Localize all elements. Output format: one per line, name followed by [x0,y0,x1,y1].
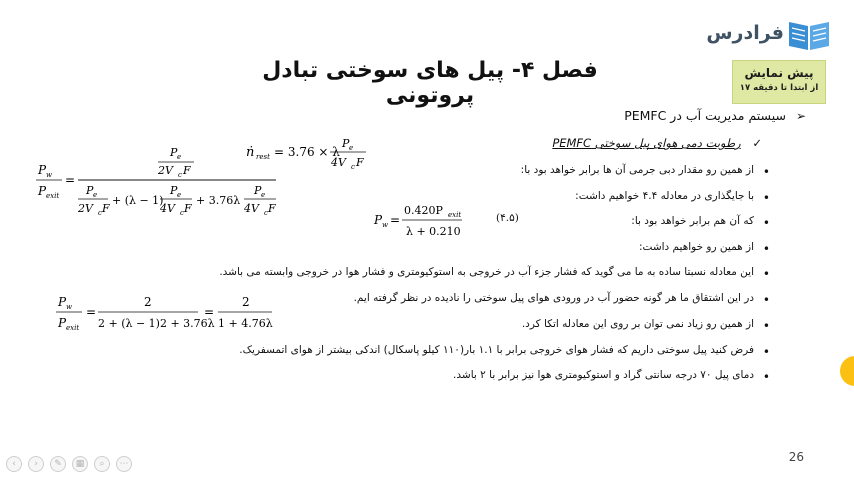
list-item-text: با جایگذاری در معادله ۴.۴ خواهیم داشت: [575,190,754,202]
svg-text:4V: 4V [331,156,346,169]
slideshow-controls [6,456,132,472]
svg-text:rest: rest [256,153,270,161]
svg-text:e: e [261,191,266,199]
previous-icon[interactable]: ‹ [6,456,22,472]
bullet-dot: • [762,267,770,281]
svg-text:c: c [178,171,182,179]
svg-text:exit: exit [66,324,80,332]
svg-text:=: = [86,305,97,319]
svg-text:exit: exit [448,211,462,219]
checkmark-icon: ✓ [752,136,762,150]
preview-subtitle: از ابتدا تا دقیقه ۱۷ [739,83,819,93]
svg-text:=: = [204,305,215,319]
bullet-dot: • [762,165,770,179]
bullet-dot: • [762,370,770,384]
svg-text:0.420P: 0.420P [404,204,443,217]
list-item [219,266,770,281]
svg-text:c: c [264,209,268,217]
svg-text:P: P [374,213,383,227]
svg-text:c: c [98,209,102,217]
svg-text:F: F [183,164,191,177]
equation-number: (۴.۵) [496,212,519,224]
list-item [239,344,770,359]
equation-pw-ratio [32,142,282,222]
sub-heading-text: رطوبت دمی هوای پیل سوختی PEMFC [552,136,741,150]
svg-text:2V: 2V [158,164,173,177]
list-item-text: که آن هم برابر خواهد بود با: [631,215,754,227]
svg-text:e: e [93,191,98,199]
svg-text:e: e [177,153,182,161]
svg-text:+ 3.76λ: + 3.76λ [196,194,241,207]
list-item-text: از همین رو مقدار دبی جرمی آن ها برابر خواهد بود با: [520,164,754,176]
side-handle[interactable] [840,356,854,386]
svg-text:= 3.76 × λ: = 3.76 × λ [274,145,340,159]
svg-text:2: 2 [242,295,250,309]
svg-text:e: e [177,191,182,199]
svg-text:λ + 0.210: λ + 0.210 [406,225,461,238]
svg-text:w: w [66,303,72,311]
bullet-dot: • [762,242,770,256]
svg-text:=: = [65,173,76,187]
svg-text:F: F [268,202,276,215]
list-item-text: فرض کنید پیل سوختی داریم که فشار هوای خروجی برابر با ۱.۱ بار(۱۱۰ کیلو پاسکال) اندکی بیشتر از هوای اتمسفریک. [239,344,754,356]
svg-text:e: e [349,144,354,152]
bullet-dot: • [762,191,770,205]
list-item-text: در این اشتقاق ما هر گونه حضور آب در ورودی هوای پیل سوختی را نادیده در نظر گرفته ایم. [353,292,754,304]
list-item [575,190,770,205]
faradars-logo [706,16,832,56]
svg-text:ṅ: ṅ [246,145,255,160]
list-item [353,292,770,307]
bullet-dot: • [762,216,770,230]
list-item [521,318,770,333]
more-icon[interactable]: ⋯ [116,456,132,472]
svg-text:w: w [382,221,388,229]
svg-text:P: P [254,184,262,197]
svg-text:=: = [390,213,401,227]
main-bullet-text: سیستم مدیریت آب در PEMFC [624,108,786,123]
equation-4-5 [370,198,480,242]
preview-badge [732,60,826,104]
preview-title: پیش نمایش [744,66,814,80]
list-item-text: دمای پیل ۷۰ درجه سانتی گراد و استوکیومتری هوا نیز برابر با ۲ باشد. [453,369,754,381]
svg-text:P: P [86,184,94,197]
arrow-bullet-icon: ➢ [795,109,806,123]
svg-text:w: w [46,171,52,179]
slides-icon[interactable]: ▦ [72,456,88,472]
svg-text:+ (λ − 1): + (λ − 1) [112,194,164,207]
logo-text: فرادرس [706,22,784,44]
slide-title: فصل ۴- پیل های سوختی تبادل پروتونی [262,58,598,108]
svg-text:P: P [58,295,67,309]
main-bullet [624,108,806,123]
svg-text:F: F [356,156,364,169]
list-item [520,164,770,179]
svg-text:exit: exit [46,192,60,200]
svg-text:F: F [184,202,192,215]
list-item-text: از همین رو زیاد نمی توان بر روی این معادله اتکا کرد. [521,318,754,330]
list-item [638,241,770,256]
svg-text:F: F [102,202,110,215]
list-item [631,215,770,230]
sub-heading [552,136,762,150]
svg-text:4V: 4V [244,202,259,215]
svg-text:2: 2 [144,295,152,309]
svg-text:1 + 4.76λ: 1 + 4.76λ [218,317,273,330]
svg-text:P: P [170,146,178,159]
svg-text:c: c [180,209,184,217]
svg-text:P: P [342,137,350,150]
list-item-text: از همین رو خواهیم داشت: [638,241,754,253]
zoom-icon[interactable]: ⌕ [94,456,110,472]
book-icon [786,16,832,52]
svg-text:2 + (λ − 1)2 + 3.76λ: 2 + (λ − 1)2 + 3.76λ [98,317,215,330]
svg-text:P: P [58,316,67,330]
next-icon[interactable]: › [28,456,44,472]
list-item [453,369,770,384]
svg-text:2V: 2V [78,202,93,215]
list-item-text: این معادله نسبتا ساده به ما می گوید که فشار جزء آب در خروجی به استوکیومتری و فشار هوا در خروجی وابسته می باشد. [219,266,754,278]
page-number: 26 [788,450,804,464]
bullet-dot: • [762,345,770,359]
svg-text:P: P [170,184,178,197]
bullet-dot: • [762,319,770,333]
pen-icon[interactable]: ✎ [50,456,66,472]
svg-text:P: P [38,184,47,198]
bullet-dot: • [762,293,770,307]
svg-text:4V: 4V [160,202,175,215]
svg-text:P: P [38,163,47,177]
equation-pw-simplified [52,290,284,334]
svg-text:c: c [351,163,355,171]
